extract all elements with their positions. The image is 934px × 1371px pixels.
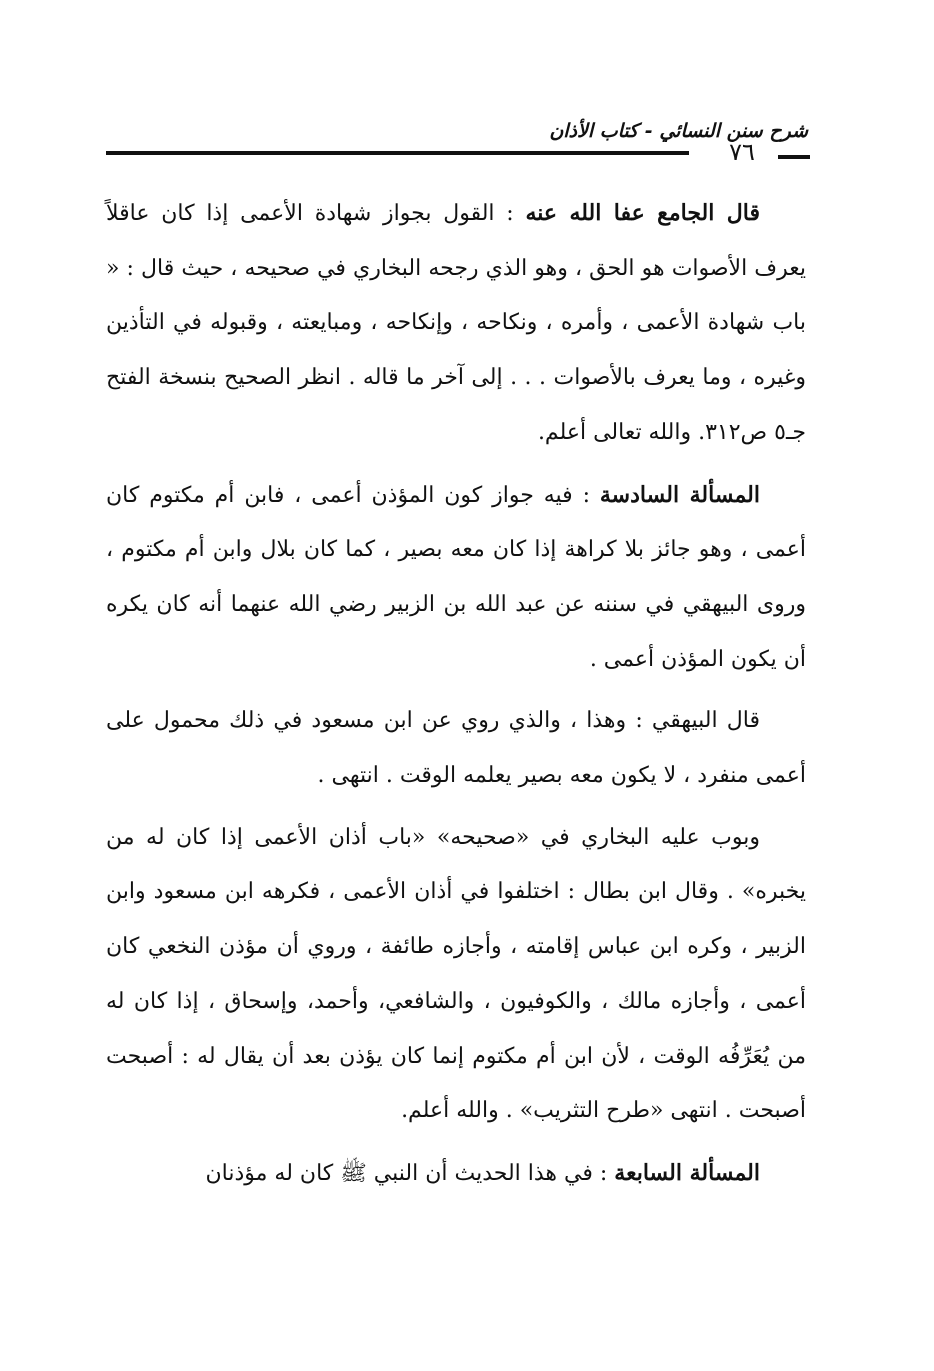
paragraph-text: : القول بجواز شهادة الأعمى إذا كان عاقلاً يعرف الأصوات هو الحق ، وهو الذي رجحه البخاري في صحيحه ، حيث قال : « باب شهادة الأعمى ، وأمره ، ونكاحه ، وإنكاحه ، ومبايعته ، وقبوله في التأذين وغيره ، وما يعرف بالأصوات . . . إلى آخر ما قاله . انظر الصحيح بنسخة الفتح جـ٥ ص٣١٢. والله تعالى أعلم. (106, 201, 806, 445)
page-number: ٧٦ (729, 138, 755, 166)
page-number-dash (778, 155, 810, 159)
paragraph-lead: المسألة السابعة (614, 1159, 760, 1186)
header-rule (106, 151, 689, 155)
paragraph-4 (106, 811, 806, 1139)
paragraph-3 (106, 694, 806, 803)
paragraph-text: وبوب عليه البخاري في «صحيحه» «باب أذان الأعمى إذا كان له من يخبره» . وقال ابن بطال : اختلفوا في أذان الأعمى ، فكرهه ابن مسعود وابن الزبير ، وكره ابن عباس إقامته ، وأجازه طائفة ، وروي أن مؤذن النخعي كان أعمى ، وأجازه مالك ، والكوفيون ، والشافعي، وأحمد، وإسحاق ، إذا كان له من يُعَرِّفُه الوقت ، لأن ابن أم مكتوم إنما كان يؤذن بعد أن يقال له : أصبحت أصبحت . انتهى «طرح التثريب» . والله أعلم. (106, 824, 806, 1124)
paragraph-1 (106, 186, 806, 461)
paragraph-text: : في هذا الحديث أن النبي ﷺ كان له مؤذنان (205, 1160, 615, 1186)
paragraph-2 (106, 468, 806, 688)
body-text (106, 186, 806, 1209)
paragraph-lead: قال الجامع عفا الله عنه (525, 200, 760, 226)
paragraph-lead: المسألة السادسة (599, 481, 760, 508)
paragraph-text: قال البيهقي : وهذا ، والذي روي عن ابن مسعود في ذلك محمول على أعمى منفرد ، لا يكون معه بصير يعلمه الوقت . انتهى . (106, 708, 806, 789)
paragraph-5 (106, 1146, 806, 1202)
running-header-title: شرح سنن النسائي - كتاب الأذان (549, 120, 808, 142)
paragraph-text: : فيه جواز كون المؤذن أعمى ، فابن أم مكتوم كان أعمى ، وهو جائز بلا كراهة إذا كان معه بصير ، كما كان بلال وابن أم مكتوم ، وروى البيهقي في سننه عن عبد الله بن الزبير رضي الله عنهما أنه كان يكره أن يكون المؤذن أعمى . (106, 482, 806, 672)
